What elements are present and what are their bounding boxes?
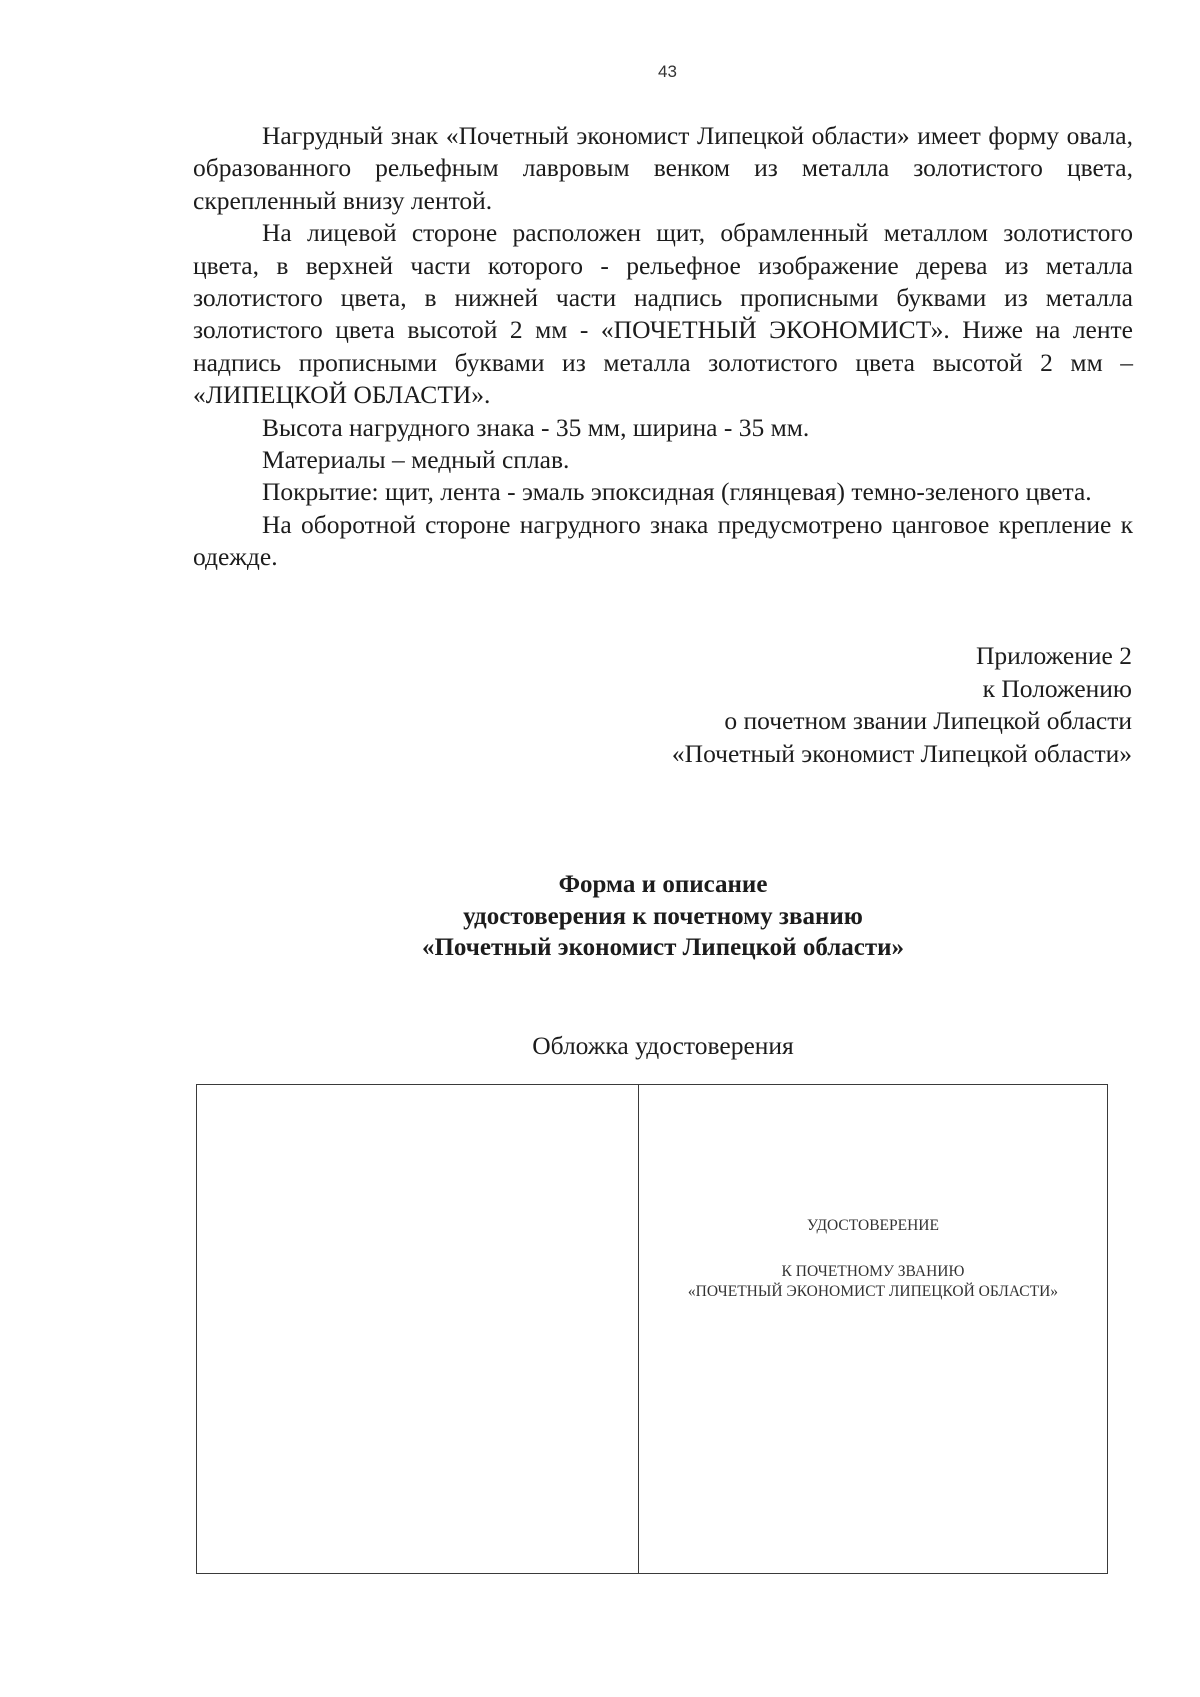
badge-description [193,120,1133,574]
certificate-cover-layout [196,1084,1108,1574]
cover-subtitle-line-2: «ПОЧЕТНЫЙ ЭКОНОМИСТ ЛИПЕЦКОЙ ОБЛАСТИ» [687,1283,1059,1300]
section-title-line-3: «Почетный экономист Липецкой области» [421,934,905,961]
cover-subtitle-line-1: К ПОЧЕТНОМУ ЗВАНИЮ [781,1263,965,1280]
section-title [193,869,1133,964]
paragraph-badge-shape: Нагрудный знак «Почетный экономист Липецкой области» имеет форму овала, образованного рельефным лавровым венком из металла золотистого цвета, скрепленный внизу лентой. [193,121,1133,215]
page-number: 43 [658,62,677,81]
cover-caption: Обложка удостоверения [532,1031,794,1060]
paragraph-front-side: На лицевой стороне расположен щит, обрамленный металлом золотистого цвета, в верхней части которого - рельефное изображение дерева из металла золотистого цвета, в нижней части надпись прописными буквами из металла золотистого цвета высотой 2 мм - «ПОЧЕТНЫЙ ЭКОНОМИСТ». Ниже на ленте надпись прописными буквами из металла золотистого цвета высотой 2 мм – «ЛИПЕЦКОЙ ОБЛАСТИ». [193,218,1133,410]
paragraph-coating: Покрытие: щит, лента - эмаль эпоксидная (глянцевая) темно-зеленого цвета. [262,477,1092,507]
section-title-line-1: Форма и описание [558,871,768,898]
appendix-reference: к Положению [982,673,1132,703]
section-title-line-2: удостоверения к почетному званию [463,902,863,930]
cover-back-panel [197,1085,639,1573]
cover-subtitle [639,1262,1107,1302]
cover-heading: УДОСТОВЕРЕНИЕ [807,1217,939,1234]
appendix-header [432,640,1132,770]
paragraph-back-side: На оборотной стороне нагрудного знака предусмотрено цанговое крепление к одежде. [193,509,1133,572]
paragraph-dimensions: Высота нагрудного знака - 35 мм, ширина - 35 мм. [262,412,810,442]
cover-front-panel [639,1085,1107,1573]
appendix-number: Приложение 2 [976,641,1132,670]
paragraph-materials: Материалы – медный сплав. [262,445,570,475]
appendix-title-name: «Почетный экономист Липецкой области» [671,738,1132,768]
appendix-regulation: о почетном звании Липецкой области [724,706,1132,735]
